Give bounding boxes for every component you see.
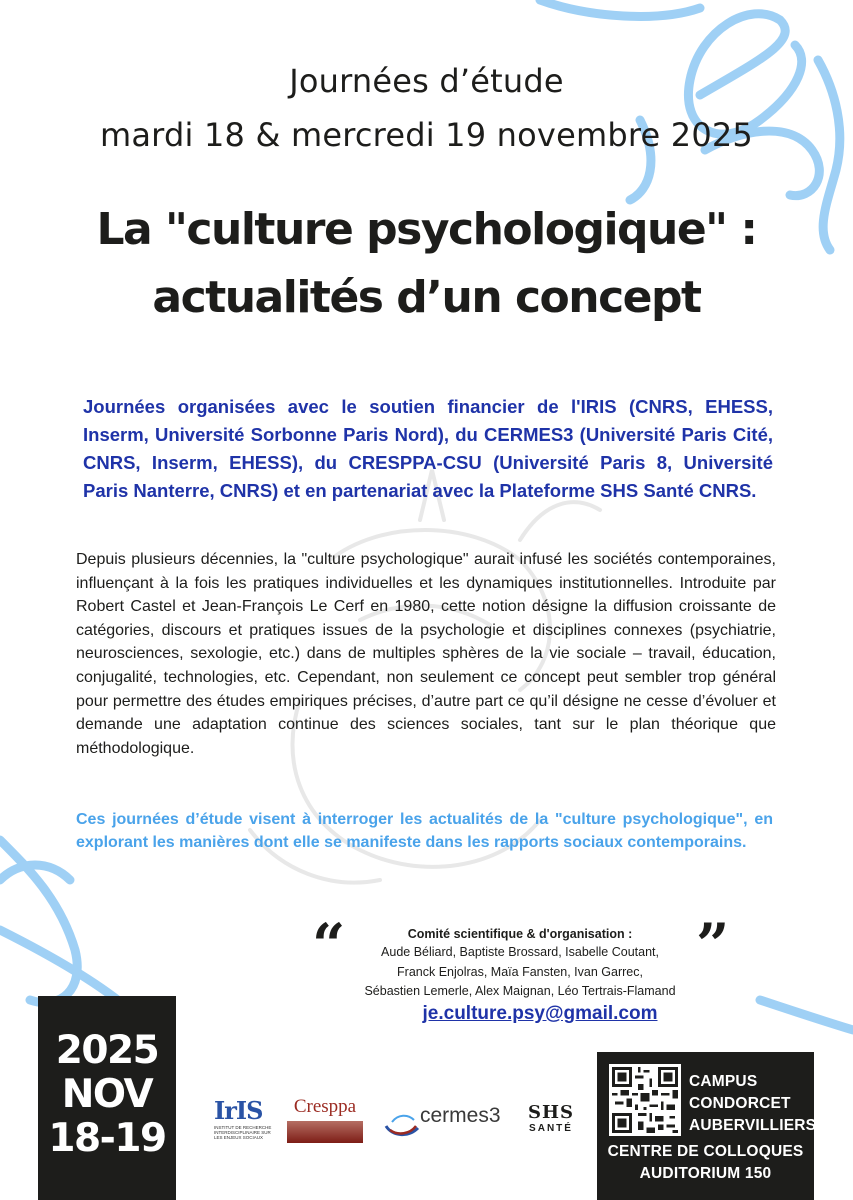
committee-title: Comité scientifique & d'organisation :	[407, 927, 633, 941]
date-month: NOV	[61, 1072, 153, 1117]
shs-logo-mark: SHS	[527, 1102, 574, 1123]
committee-names-line3: Sébastien Lemerle, Alex Maignan, Léo Tertrais-Flamand	[364, 984, 676, 998]
venue-city: AUBERVILLIERS	[689, 1117, 817, 1134]
iris-logo-mark: IrIS	[214, 1096, 263, 1125]
cermes3-logo	[382, 1100, 502, 1144]
cresppa-logo-banner	[287, 1121, 363, 1143]
open-quote-icon: “	[312, 911, 346, 979]
iris-logo	[214, 1096, 274, 1142]
venue-condorcet: CONDORCET	[689, 1095, 791, 1112]
iris-logo-caption: INSTITUT DE RECHERCHE INTERDISCIPLINAIRE SUR LES ENJEUX SOCIAUX	[214, 1125, 272, 1140]
venue-campus: CAMPUS	[689, 1073, 758, 1090]
cresppa-logo-mark: Cresppa	[293, 1096, 357, 1117]
main-title-line2: actualités d’un concept	[152, 272, 701, 323]
cermes3-logo-mark: cermes3	[420, 1104, 501, 1127]
cermes3-swirl-icon	[382, 1100, 422, 1140]
cresppa-logo	[284, 1096, 366, 1148]
shs-logo-sub: SANTÉ	[529, 1123, 573, 1134]
committee-section	[340, 925, 700, 1002]
contact-email-link[interactable]: je.culture.psy@gmail.com	[422, 1003, 658, 1024]
date-block	[38, 996, 176, 1200]
venue-centre: CENTRE DE COLLOQUES	[607, 1143, 804, 1160]
date-year: 2025	[55, 1028, 159, 1073]
objective-paragraph: Ces journées d’étude visent à interroger les actualités de la "culture psychologique", en explorant les manières dont elle se manifeste dans les rapports sociaux contemporains.	[76, 811, 773, 851]
committee-names-line1: Aude Béliard, Baptiste Brossard, Isabelle Coutant,	[381, 945, 659, 959]
event-dates-heading: mardi 18 & mercredi 19 novembre 2025	[100, 116, 753, 154]
shs-sante-logo	[515, 1102, 587, 1146]
partner-logos	[200, 1090, 600, 1160]
venue-block	[597, 1052, 817, 1200]
venue-auditorium: AUDITORIUM 150	[639, 1165, 772, 1182]
date-days: 18-19	[48, 1116, 166, 1161]
description-paragraph: Depuis plusieurs décennies, la "culture psychologique" aurait infusé les sociétés contemporaines, influençant à la fois les pratiques individuelles et les dynamiques institutionnelles. Introduite par Robert Castel et Jean-François Le Cerf en 1980, cette notion désigne la diffusion croissante de catégories, discours et pratiques issues de la psychologie et disciplines connexes (psychiatrie, neurosciences, sexologie, etc.) dans de multiples sphères de la vie sociale – travail, éducation, conjugalité, technologies, etc. Cependant, non seulement ce concept peut sembler trop général pour permettre des études empiriques précises, d’autre part ce qu’il désigne ne cesse d’évoluer et demande une adaptation continue des sciences sociales, tant sur le plan théorique que méthodologique.	[76, 551, 776, 757]
close-quote-icon: ”	[696, 911, 730, 979]
qr-code-icon[interactable]	[609, 1064, 681, 1136]
funding-intro-paragraph: Journées organisées avec le soutien financier de l'IRIS (CNRS, EHESS, Inserm, Université Sorbonne Paris Nord), du CERMES3 (Université Paris Cité, CNRS, Inserm, EHESS), du CRESPPA-CSU (Université Paris 8, Université Paris Nanterre, CNRS) et en partenariat avec la Plateforme SHS Santé CNRS.	[83, 396, 773, 501]
committee-names-line2: Franck Enjolras, Maïa Fansten, Ivan Garrec,	[397, 964, 643, 979]
event-type-heading: Journées d’étude	[289, 62, 564, 100]
main-title-line1: La "culture psychologique" :	[96, 204, 757, 255]
